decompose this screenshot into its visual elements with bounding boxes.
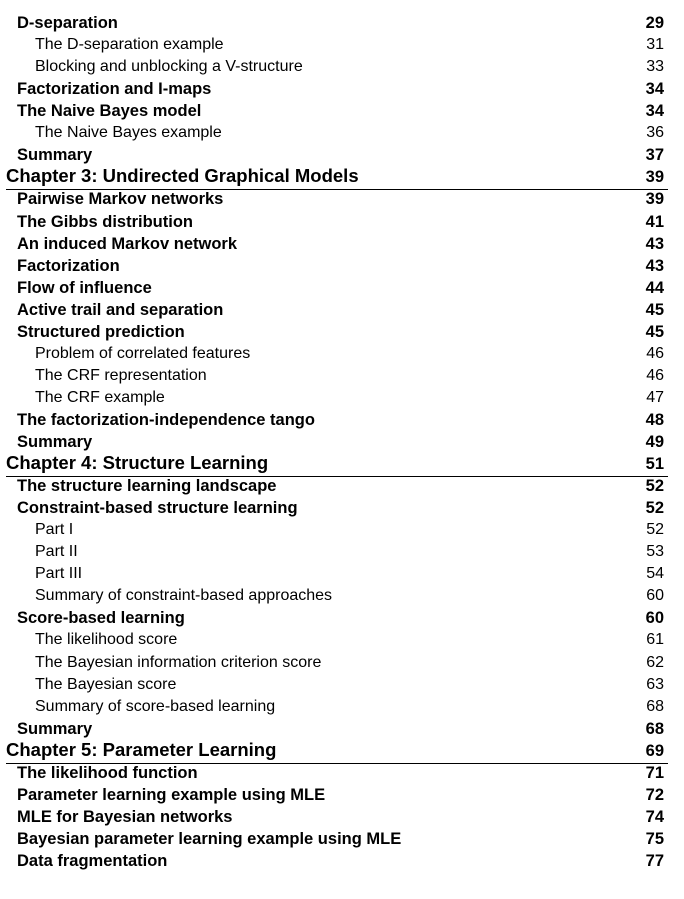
- toc-page-number: 39: [645, 168, 664, 187]
- toc-page-number: 74: [645, 807, 664, 826]
- toc-page-number: 37: [645, 146, 664, 165]
- toc-entry-title[interactable]: The Naive Bayes model: [17, 102, 202, 121]
- toc-entry-row[interactable]: [0, 365, 684, 387]
- toc-entry-row[interactable]: [0, 12, 684, 34]
- toc-page-number: 71: [645, 763, 664, 782]
- toc-entry-title[interactable]: Summary of score-based learning: [35, 697, 276, 715]
- toc-entry-row[interactable]: [0, 409, 684, 431]
- toc-chapter-title[interactable]: Chapter 5: Parameter Learning: [6, 738, 277, 760]
- toc-page-number: 60: [646, 587, 664, 605]
- toc-entry-row[interactable]: [0, 122, 684, 144]
- toc-entry-title[interactable]: Summary: [17, 432, 93, 451]
- toc-entry-row[interactable]: [0, 762, 684, 784]
- toc-entry-title[interactable]: Part II: [35, 543, 78, 561]
- toc-entry-title[interactable]: Pairwise Markov networks: [17, 190, 224, 209]
- toc-page-number: 63: [646, 675, 664, 693]
- toc-entry-row[interactable]: [0, 277, 684, 299]
- toc-entry-title[interactable]: Flow of influence: [17, 278, 152, 297]
- toc-entry-title[interactable]: Factorization and I-maps: [17, 80, 212, 99]
- toc-page-number: 77: [645, 851, 664, 870]
- toc-entry-title[interactable]: Summary: [17, 719, 93, 738]
- toc-page-number: 36: [646, 124, 664, 142]
- toc-entry-row[interactable]: [0, 674, 684, 696]
- toc-entry-row[interactable]: [0, 233, 684, 255]
- toc-entry-row[interactable]: [0, 255, 684, 277]
- toc-page-number: 69: [645, 741, 664, 760]
- toc-entry-title[interactable]: Problem of correlated features: [35, 344, 251, 362]
- toc-entry-row[interactable]: [0, 100, 684, 122]
- toc-page-number: 72: [645, 785, 664, 804]
- toc-page-number: 31: [646, 36, 664, 53]
- toc-entry-row[interactable]: [0, 696, 684, 718]
- toc-entry-title[interactable]: Bayesian parameter learning example using MLE: [17, 829, 402, 848]
- toc-entry-row[interactable]: [0, 343, 684, 365]
- toc-entry-title[interactable]: The likelihood score: [35, 631, 178, 649]
- toc-entry-title[interactable]: The Naive Bayes example: [35, 124, 222, 142]
- toc-page-number: 61: [646, 631, 664, 649]
- toc-page-number: 60: [645, 609, 664, 628]
- toc-chapter-row[interactable]: [0, 166, 684, 188]
- toc-entry-row[interactable]: [0, 828, 684, 850]
- toc-page-number: 29: [645, 14, 664, 32]
- toc-entry-row[interactable]: [0, 850, 684, 872]
- toc-entry-row[interactable]: [0, 144, 684, 166]
- toc-chapter-title[interactable]: Chapter 4: Structure Learning: [6, 452, 269, 473]
- toc-chapter-row[interactable]: [0, 453, 684, 475]
- toc-page-number: 53: [646, 543, 664, 561]
- toc-entry-title[interactable]: The factorization-independence tango: [17, 410, 315, 429]
- toc-entry-row[interactable]: [0, 585, 684, 607]
- toc-entry-row[interactable]: [0, 475, 684, 497]
- toc-page-number: 68: [645, 719, 664, 738]
- toc-page-number: 48: [645, 410, 664, 429]
- toc-page-number: 52: [645, 477, 664, 496]
- toc-page-number: 54: [646, 565, 664, 583]
- toc-entry-title[interactable]: The CRF representation: [35, 366, 207, 384]
- toc-entry-title[interactable]: The Bayesian score: [35, 675, 177, 693]
- toc-entry-title[interactable]: Structured prediction: [17, 322, 185, 341]
- toc-entry-title[interactable]: Data fragmentation: [17, 851, 168, 870]
- toc-entry-title[interactable]: The likelihood function: [17, 763, 198, 782]
- toc-entry-row[interactable]: [0, 34, 684, 56]
- toc-page-number: 49: [645, 432, 664, 451]
- toc-page-number: 34: [645, 102, 664, 121]
- toc-entry-row[interactable]: [0, 78, 684, 100]
- toc-entry-row[interactable]: [0, 519, 684, 541]
- toc-page-number: 33: [646, 58, 664, 76]
- toc-entry-title[interactable]: The Gibbs distribution: [17, 212, 193, 231]
- toc-entry-row[interactable]: [0, 321, 684, 343]
- toc-page-number: 43: [645, 234, 664, 253]
- toc-entry-row[interactable]: [0, 188, 684, 210]
- toc-page-number: 45: [645, 322, 664, 341]
- toc-page-number: 41: [645, 212, 664, 231]
- toc-entry-title[interactable]: D-separation: [17, 14, 118, 32]
- toc-entry-row[interactable]: [0, 718, 684, 740]
- toc-entry-title[interactable]: The CRF example: [35, 388, 165, 406]
- toc-entry-title[interactable]: Blocking and unblocking a V-structure: [35, 58, 303, 76]
- toc-entry-title[interactable]: The D-separation example: [35, 36, 224, 53]
- toc-entry-title[interactable]: Summary of constraint-based approaches: [35, 587, 333, 605]
- toc-page-number: 47: [646, 388, 664, 406]
- toc-entry-row[interactable]: [0, 629, 684, 651]
- toc-entry-row[interactable]: [0, 497, 684, 519]
- toc-entry-row[interactable]: [0, 211, 684, 233]
- toc-page-number: 62: [646, 653, 664, 671]
- toc-entry-title[interactable]: Score-based learning: [17, 609, 185, 628]
- toc-entry-title[interactable]: An induced Markov network: [17, 234, 238, 253]
- toc-page-number: 34: [645, 80, 664, 99]
- toc-entry-title[interactable]: Constraint-based structure learning: [17, 499, 298, 518]
- toc-chapter-row[interactable]: [0, 740, 684, 762]
- toc-page-number: 43: [645, 256, 664, 275]
- toc-entry-title[interactable]: Factorization: [17, 256, 120, 275]
- toc-entry-row[interactable]: [0, 607, 684, 629]
- toc-entry-title[interactable]: Parameter learning example using MLE: [17, 785, 326, 804]
- toc-entry-title[interactable]: The Bayesian information criterion score: [35, 653, 322, 671]
- toc-entry-row[interactable]: [0, 387, 684, 409]
- toc-entry-row[interactable]: [0, 431, 684, 453]
- toc-entry-row[interactable]: [0, 299, 684, 321]
- toc-entry-title[interactable]: Part I: [35, 521, 74, 539]
- toc-page-number: 39: [645, 190, 664, 209]
- toc-page-number: 68: [646, 697, 664, 715]
- toc-entry-title[interactable]: Active trail and separation: [17, 300, 224, 319]
- toc-page-number: 46: [646, 344, 664, 362]
- toc-page-number: 52: [645, 499, 664, 518]
- toc-entry-row[interactable]: [0, 56, 684, 78]
- toc-entry-row[interactable]: [0, 652, 684, 674]
- toc-page-number: 52: [646, 521, 664, 539]
- toc-entry-row[interactable]: [0, 541, 684, 563]
- toc-page-number: 75: [645, 829, 664, 848]
- toc-entry-title[interactable]: The structure learning landscape: [17, 477, 277, 496]
- toc-chapter-title[interactable]: Chapter 3: Undirected Graphical Models: [6, 165, 359, 187]
- toc-page-number: 46: [646, 366, 664, 384]
- toc-page-number: 51: [645, 455, 664, 473]
- toc-page-number: 45: [645, 300, 664, 319]
- toc-entry-title[interactable]: Summary: [17, 146, 93, 165]
- toc-entry-row[interactable]: [0, 806, 684, 828]
- toc-entry-row[interactable]: [0, 784, 684, 806]
- toc-entry-title[interactable]: MLE for Bayesian networks: [17, 807, 233, 826]
- toc-entry-row[interactable]: [0, 563, 684, 585]
- toc-entry-title[interactable]: Part III: [35, 565, 83, 583]
- toc-page-number: 44: [645, 278, 664, 297]
